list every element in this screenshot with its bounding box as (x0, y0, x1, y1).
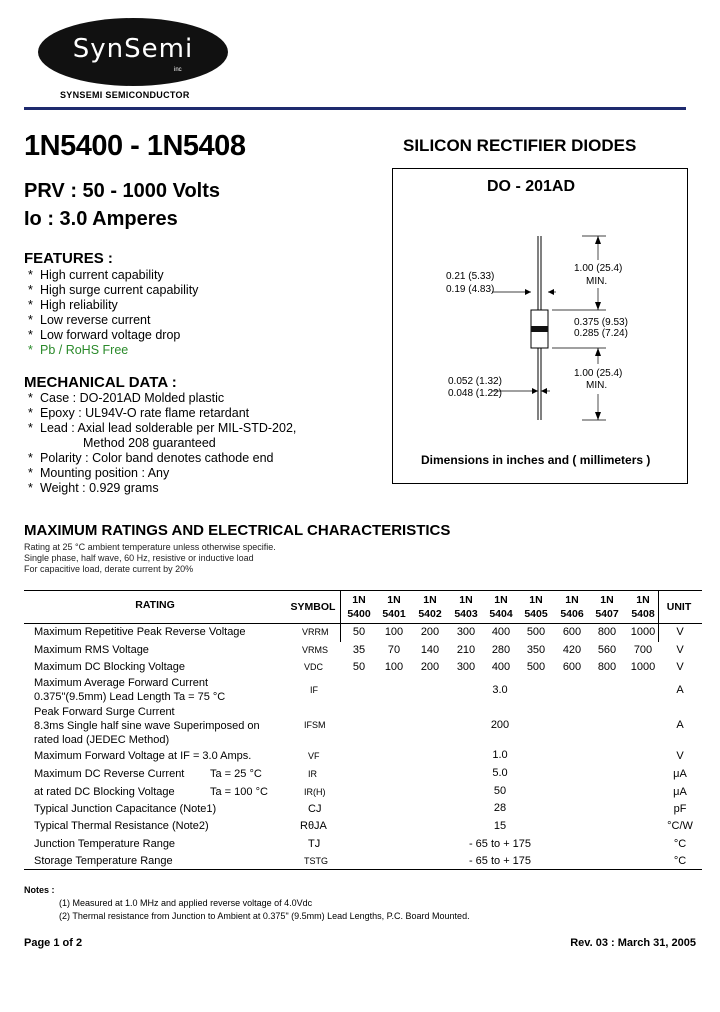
row-unit: μA (673, 768, 687, 780)
list-item-rohs: * Pb / RoHS Free (28, 343, 129, 357)
row-symbol: VRRM (302, 627, 329, 637)
table-cell: 400 (491, 626, 511, 638)
dim-body-len-min: 0.285 (7.24) (574, 328, 628, 339)
dim-body-dia-max: 0.21 (5.33) (446, 271, 495, 282)
dim-body-len-max: 0.375 (9.53) (574, 317, 628, 328)
part-header-number: 5401 (382, 608, 406, 620)
row-symbol: VDC (304, 662, 324, 672)
header-rule (24, 107, 686, 110)
logo-name: SynSemi (72, 34, 194, 64)
package-name: DO - 201AD (487, 178, 576, 195)
row-value: - 65 to + 175 (468, 838, 532, 850)
row-label: Maximum RMS Voltage (34, 644, 149, 656)
row-label: at rated DC Blocking Voltage (34, 786, 175, 798)
table-cell: 50 (352, 626, 366, 638)
header-symbol: SYMBOL (290, 601, 336, 613)
note-item: (1) Measured at 1.0 MHz and applied reverse voltage of 4.0Vdc (59, 898, 313, 908)
rating-condition-3: For capacitive load, derate current by 20% (24, 564, 194, 574)
part-header-number: 5408 (631, 608, 655, 620)
row-label: Maximum Repetitive Peak Reverse Voltage (34, 626, 246, 638)
part-header-prefix: 1N (423, 594, 437, 606)
rating-condition-1: Rating at 25 °C ambient temperature unless otherwise specifie. (24, 542, 276, 552)
row-condition: Ta = 25 °C (210, 768, 262, 780)
row-label: Typical Junction Capacitance (Note1) (34, 803, 217, 815)
dim-lead-len-top-min: MIN. (586, 276, 608, 287)
table-cell: 50 (352, 661, 366, 673)
part-header-number: 5403 (454, 608, 478, 620)
table-cell: 800 (597, 626, 617, 638)
row-unit: °C (673, 855, 687, 867)
page-number: Page 1 of 2 (24, 937, 83, 949)
part-header-number: 5407 (595, 608, 619, 620)
io-rating: Io : 3.0 Amperes (24, 208, 178, 230)
logo-inc: inc (174, 67, 182, 73)
row-unit: pF (673, 803, 687, 815)
part-header-number: 5404 (489, 608, 513, 620)
table-cell: 200 (420, 626, 440, 638)
list-item: * Polarity : Color band denotes cathode end (28, 451, 274, 465)
package-drawing (392, 168, 688, 484)
mechanical-title: MECHANICAL DATA : (24, 374, 177, 391)
row-label: rated load (JEDEC Method) (34, 734, 170, 746)
row-symbol: IFSM (304, 720, 326, 730)
row-value: 3.0 (492, 684, 508, 696)
row-unit: V (676, 661, 684, 673)
row-label: Storage Temperature Range (34, 855, 173, 867)
list-item: * High current capability (28, 268, 164, 282)
list-item: * Epoxy : UL94V-O rate flame retardant (28, 406, 250, 420)
row-value: 1.0 (492, 749, 508, 761)
row-symbol: CJ (308, 803, 322, 815)
row-unit: A (676, 719, 684, 731)
row-symbol: IR (308, 769, 317, 779)
ratings-title: MAXIMUM RATINGS AND ELECTRICAL CHARACTERISTICS (24, 522, 451, 539)
row-label: Maximum Average Forward Current (34, 677, 209, 689)
row-label: Typical Thermal Resistance (Note2) (34, 820, 209, 832)
part-header-number: 5402 (418, 608, 442, 620)
row-value: 15 (493, 820, 507, 832)
table-cell: 1000 (630, 661, 656, 673)
part-header-prefix: 1N (529, 594, 543, 606)
table-header-rule (24, 623, 702, 624)
part-header-number: 5400 (347, 608, 371, 620)
row-label: 0.375"(9.5mm) Lead Length Ta = 75 °C (34, 691, 226, 703)
table-cell: 200 (420, 661, 440, 673)
list-item: * Lead : Axial lead solderable per MIL-STD-202, (28, 421, 297, 435)
row-label: Maximum DC Reverse Current (34, 768, 185, 780)
dim-lead-len-bot-min: MIN. (586, 380, 608, 391)
table-cell: 700 (633, 644, 653, 656)
notes-title: Notes : (24, 885, 55, 895)
part-header-prefix: 1N (459, 594, 473, 606)
table-cell: 210 (456, 644, 476, 656)
table-cell: 800 (597, 661, 617, 673)
table-cell: 420 (562, 644, 582, 656)
note-item: (2) Thermal resistance from Junction to Ambient at 0.375" (9.5mm) Lead Lengths, P.C. Board Mounted. (59, 911, 470, 921)
table-cell: 500 (526, 626, 546, 638)
row-symbol: IF (310, 685, 318, 695)
row-condition: Ta = 100 °C (210, 786, 268, 798)
features-list (24, 268, 364, 358)
company-name: SYNSEMI SEMICONDUCTOR (60, 90, 190, 100)
header-rating: RATING (135, 599, 175, 611)
dimensions-caption: Dimensions in inches and ( millimeters ) (421, 453, 651, 467)
features-title: FEATURES : (24, 250, 113, 267)
part-header-prefix: 1N (565, 594, 579, 606)
row-unit: A (676, 684, 684, 696)
part-header-prefix: 1N (387, 594, 401, 606)
table-cell: 400 (491, 661, 511, 673)
revision: Rev. 03 : March 31, 2005 (570, 937, 696, 949)
row-symbol: VF (308, 751, 320, 761)
part-header-prefix: 1N (352, 594, 366, 606)
list-item: * Weight : 0.929 grams (28, 481, 159, 495)
row-unit: V (676, 644, 684, 656)
part-header-number: 5405 (524, 608, 548, 620)
list-item: * Mounting position : Any (28, 466, 170, 480)
dim-lead-len-bot: 1.00 (25.4) (574, 368, 623, 379)
table-cell: 560 (597, 644, 617, 656)
table-cell: 350 (526, 644, 546, 656)
row-label: 8.3ms Single half sine wave Superimposed on (34, 720, 260, 732)
rating-condition-2: Single phase, half wave, 60 Hz, resistive or inductive load (24, 553, 254, 563)
row-symbol: VRMS (302, 645, 329, 655)
row-label: Maximum Forward Voltage at IF = 3.0 Amps. (34, 750, 252, 762)
row-symbol: TJ (308, 838, 321, 850)
table-top-rule (24, 590, 702, 591)
row-value: 200 (490, 719, 510, 731)
table-divider (340, 590, 341, 642)
row-symbol: TSTG (304, 856, 328, 866)
table-cell: 35 (352, 644, 366, 656)
table-cell: 600 (562, 661, 582, 673)
row-unit: V (676, 626, 684, 638)
row-unit: °C/W (667, 820, 693, 832)
part-header-prefix: 1N (494, 594, 508, 606)
table-cell: 140 (420, 644, 440, 656)
row-unit: °C (673, 838, 687, 850)
dim-lead-dia-max: 0.052 (1.32) (448, 376, 502, 387)
part-header-number: 5406 (560, 608, 584, 620)
row-symbol: IR(H) (304, 787, 326, 797)
dim-body-dia-min: 0.19 (4.83) (446, 284, 495, 295)
header-unit: UNIT (666, 601, 692, 613)
table-cell: 300 (456, 626, 476, 638)
list-item: * Case : DO-201AD Molded plastic (28, 391, 225, 405)
row-label: Peak Forward Surge Current (34, 706, 175, 718)
list-item: * High reliability (28, 298, 118, 312)
table-bottom-rule (24, 869, 702, 870)
table-cell: 100 (384, 626, 404, 638)
table-cell: 100 (384, 661, 404, 673)
prv-rating: PRV : 50 - 1000 Volts (24, 180, 221, 202)
list-item: * Low forward voltage drop (28, 328, 181, 342)
list-item-continued: Method 208 guaranteed (83, 436, 216, 450)
row-value: 5.0 (492, 767, 508, 779)
part-header-prefix: 1N (600, 594, 614, 606)
table-cell: 600 (562, 626, 582, 638)
dim-lead-dia-min: 0.048 (1.22) (448, 388, 502, 399)
table-cell: 1000 (630, 626, 656, 638)
list-item: * Low reverse current (28, 313, 151, 327)
part-header-prefix: 1N (636, 594, 650, 606)
row-unit: V (676, 750, 684, 762)
row-value: - 65 to + 175 (468, 855, 532, 867)
row-label: Maximum DC Blocking Voltage (34, 661, 186, 673)
row-value: 28 (493, 802, 507, 814)
mechanical-list (24, 391, 384, 496)
notes (24, 884, 470, 923)
table-cell: 500 (526, 661, 546, 673)
table-cell: 70 (387, 644, 401, 656)
list-item: * High surge current capability (28, 283, 199, 297)
table-cell: 300 (456, 661, 476, 673)
dim-lead-len-top: 1.00 (25.4) (574, 263, 623, 274)
row-value: 50 (493, 785, 507, 797)
row-label: Junction Temperature Range (34, 838, 176, 850)
row-unit: μA (673, 786, 687, 798)
product-category: SILICON RECTIFIER DIODES (403, 136, 637, 155)
row-symbol: RθJA (300, 820, 327, 832)
table-cell: 280 (491, 644, 511, 656)
part-number: 1N5400 - 1N5408 (24, 130, 246, 162)
